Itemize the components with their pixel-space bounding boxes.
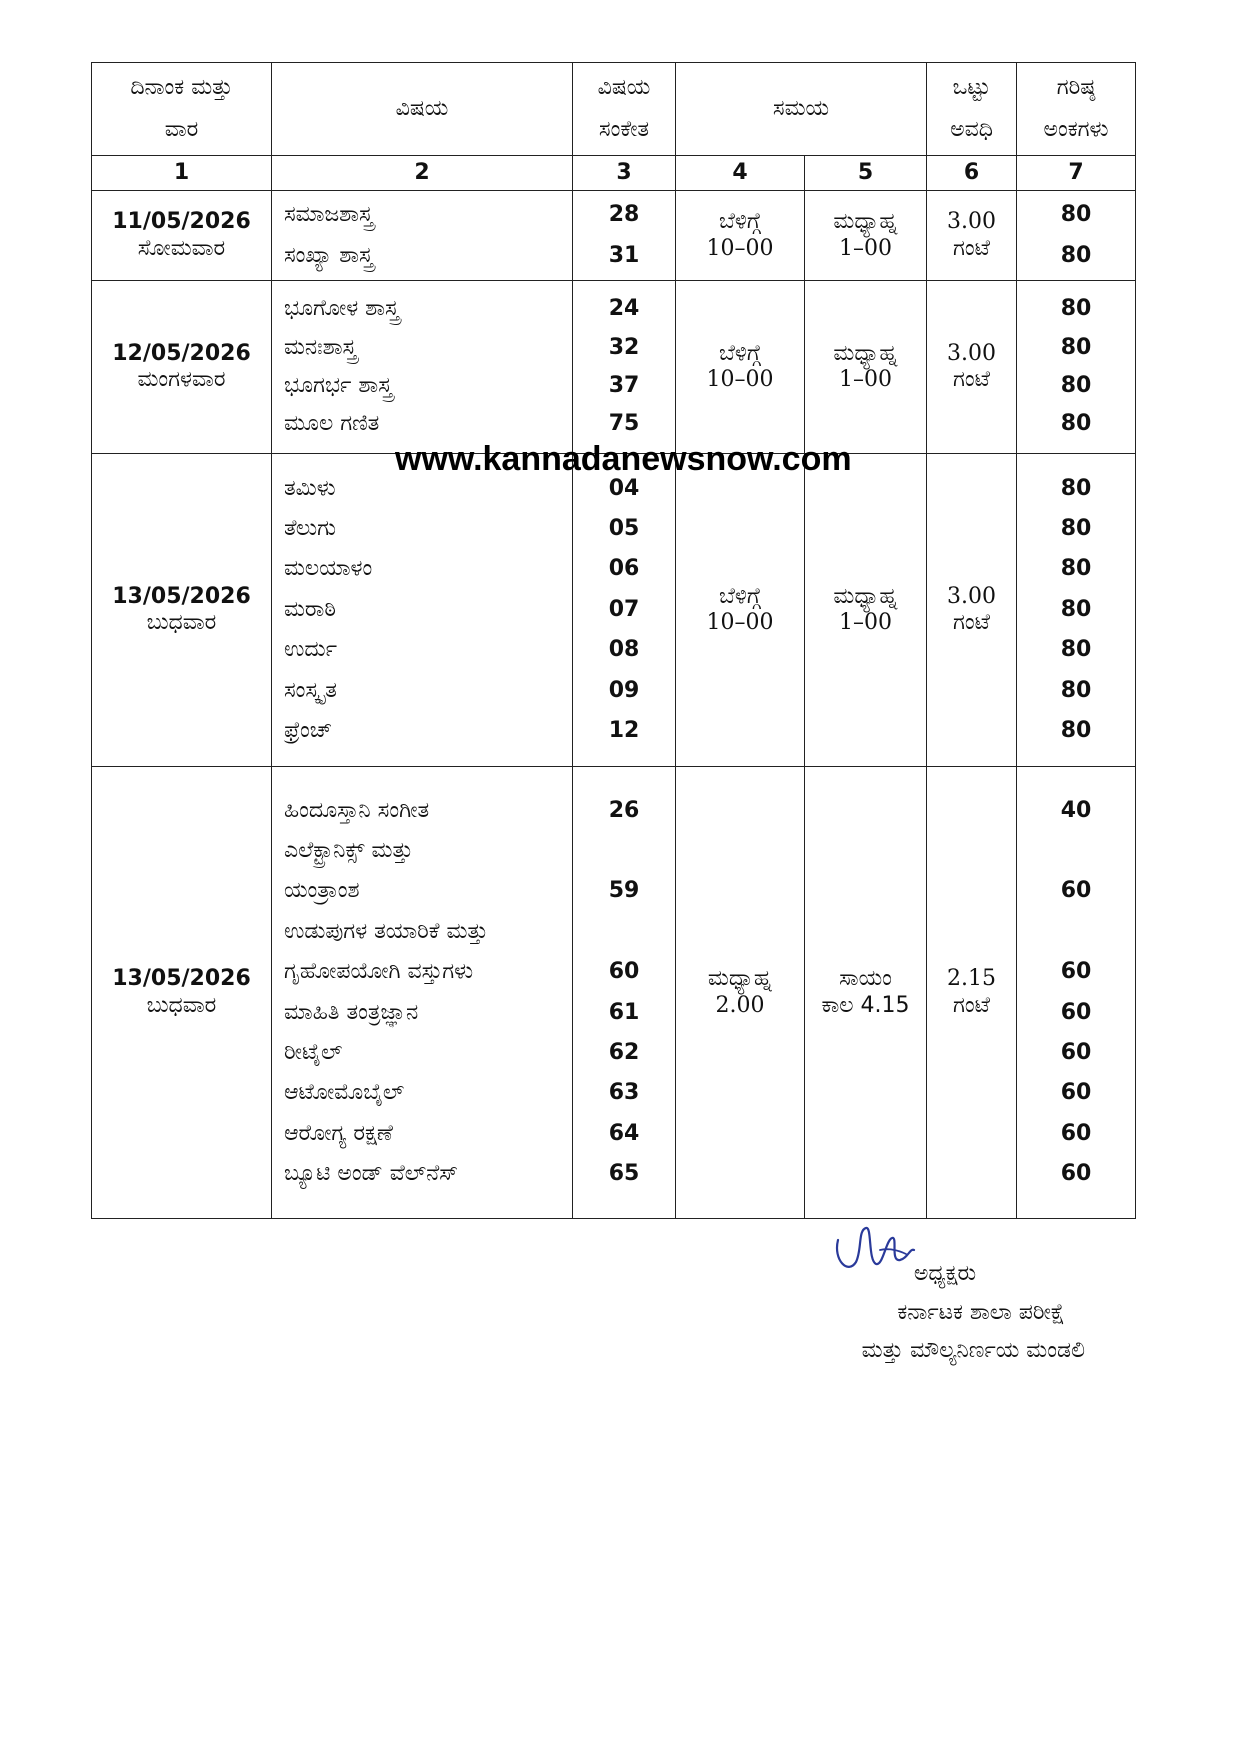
duration-unit: ಗಂಟೆ [953,992,990,1018]
subject-name: ಸಂಸ್ಕೃತ [284,677,337,703]
subject-name: ಆರೋಗ್ಯ ರಕ್ಷಣೆ [284,1120,393,1146]
signature-block [735,1225,1095,1371]
max-marks-cell [1017,281,1136,454]
column-number: 2 [272,156,573,191]
end-label: ಮಧ್ಯಾಹ್ನ [833,209,898,235]
max-marks: 80 [1060,637,1092,663]
duration-value: 2.15 [947,966,996,992]
signatory-org-line1: ಕರ್ನಾಟಕ ಶಾಲಾ ಪರೀಕ್ಷೆ [897,1299,1065,1325]
subject-code-cell [573,767,676,1219]
max-marks: 80 [1060,556,1092,582]
end-label: ಮಧ್ಯಾಹ್ನ [833,340,898,366]
max-marks: 60 [1060,1120,1092,1146]
header-time: ಸಮಯ [676,63,927,156]
session-date-cell [92,191,272,281]
max-marks-cell [1017,767,1136,1219]
subject-code: 26 [608,797,640,823]
max-marks: 80 [1060,516,1092,542]
column-number: 4 [676,156,805,191]
max-marks [1072,919,1080,945]
subject-name: ಮರಾಠಿ [284,596,336,622]
start-time-cell [676,191,805,281]
duration-value: 3.00 [947,209,996,235]
session-date: 12/05/2026 [112,340,251,366]
subject-name: ಸಮಾಜಶಾಸ್ತ್ರ [284,202,374,228]
start-time-cell [676,454,805,767]
subject-code: 28 [608,202,640,228]
start-label: ಮಧ್ಯಾಹ್ನ [707,966,773,992]
duration-cell [927,281,1017,454]
column-number: 6 [927,156,1017,191]
subject-code: 12 [608,717,640,743]
signatory-org-line2: ಮತ್ತು ಮೌಲ್ಯನಿರ್ಣಯ ಮಂಡಲಿ [861,1338,1085,1363]
watermark-url: www.kannadanewsnow.com [395,440,852,478]
duration-value: 3.00 [947,583,996,609]
exam-session-row [92,191,1136,281]
subject-code: 75 [608,411,640,437]
subject-name: ಬ್ಯೂಟಿ ಅಂಡ್ ವೆಲ್‌ನೆಸ್ [284,1161,459,1187]
exam-timetable [91,62,1136,1219]
subject-code-cell [573,191,676,281]
subject-list-cell [272,454,573,767]
subject-code: 63 [608,1080,640,1106]
subject-code: 60 [608,959,640,985]
max-marks: 60 [1060,999,1092,1025]
max-marks: 80 [1060,596,1092,622]
end-time-cell [805,454,927,767]
subject-list-cell [272,767,573,1219]
subject-code-cell [573,281,676,454]
header-max-marks: ಗರಿಷ್ಠ ಅಂಕಗಳು [1017,63,1136,156]
max-marks-cell [1017,454,1136,767]
subject-code: 37 [608,373,640,398]
subject-name: ರೀಟೈಲ್ [284,1039,343,1065]
max-marks: 80 [1060,717,1092,743]
subject-code: 59 [608,878,640,904]
start-label: ಬೆಳಿಗ್ಗೆ [719,583,761,609]
subject-code: 08 [608,637,640,663]
end-label: ಸಾಯಂ [839,966,892,992]
subject-name: ಮಾಹಿತಿ ತಂತ್ರಜ್ಞಾನ [284,999,419,1025]
max-marks: 80 [1060,202,1092,228]
subject-code: 64 [608,1120,640,1146]
session-day: ಮಂಗಳವಾರ [137,367,226,392]
subject-code: 07 [608,596,640,622]
duration-cell [927,454,1017,767]
start-label: ಬೆಳಿಗ್ಗೆ [719,209,761,235]
max-marks: 80 [1060,475,1092,501]
subject-code: 06 [608,556,640,582]
subject-name: ಗೃಹೋಪಯೋಗಿ ವಸ್ತುಗಳು [284,959,474,985]
subject-name: ಮಲಯಾಳಂ [284,556,373,582]
subject-name: ಉರ್ದು [284,637,337,663]
header-total-duration: ಒಟ್ಟು ಅವಧಿ [927,63,1017,156]
subject-code: 04 [608,475,640,501]
max-marks: 80 [1060,411,1092,437]
column-number-row [92,156,1136,191]
end-time-cell [805,281,927,454]
column-number: 5 [805,156,927,191]
subject-name: ಉಡುಪುಗಳ ತಯಾರಿಕೆ ಮತ್ತು [284,918,488,944]
max-marks: 80 [1060,242,1092,268]
subject-code: 09 [608,677,640,703]
subject-code: 31 [608,242,640,268]
max-marks: 80 [1060,296,1092,322]
subject-code: 24 [608,296,640,322]
start-time: 10–00 [706,235,774,261]
max-marks: 80 [1060,373,1092,398]
session-date: 13/05/2026 [112,966,251,992]
max-marks: 80 [1060,334,1092,360]
end-time-cell [805,767,927,1219]
subject-code: 61 [608,999,640,1025]
subject-code: 32 [608,334,640,360]
signatory-title: ಅಧ್ಯಕ್ಷರು [913,1261,977,1286]
column-number: 7 [1017,156,1136,191]
subject-name: ಎಲೆಕ್ಟ್ರಾನಿಕ್ಸ್ ಮತ್ತು [284,837,413,863]
max-marks-cell [1017,191,1136,281]
max-marks: 60 [1060,878,1092,904]
subject-name: ಫ್ರೆಂಚ್ [284,717,332,743]
subject-name: ಯಂತ್ರಾಂಶ [284,878,360,904]
max-marks: 80 [1060,677,1092,703]
subject-code [620,919,628,945]
max-marks: 60 [1060,1039,1092,1065]
subject-code: 65 [608,1161,640,1187]
session-date-cell [92,281,272,454]
end-label: ಮಧ್ಯಾಹ್ನ [833,583,898,609]
column-number: 1 [92,156,272,191]
session-date: 13/05/2026 [112,583,251,609]
subject-code: 05 [608,516,640,542]
start-label: ಬೆಳಿಗ್ಗೆ [719,340,761,366]
session-day: ಬುಧವಾರ [146,992,217,1018]
end-time: 1–00 [839,610,892,635]
max-marks: 60 [1060,1161,1092,1187]
subject-name: ಆಟೋಮೊಬೈಲ್ [284,1080,405,1106]
duration-cell [927,191,1017,281]
header-row [92,63,1136,156]
end-time: 1–00 [839,367,892,392]
max-marks: 60 [1060,959,1092,985]
subject-code: 62 [608,1039,640,1065]
start-time: 10–00 [706,367,774,392]
column-number: 3 [573,156,676,191]
subject-name: ಮೂಲ ಗಣಿತ [284,411,380,437]
exam-session-row [92,454,1136,767]
start-time: 10–00 [706,610,774,635]
session-day: ಬುಧವಾರ [146,610,217,635]
subject-name: ಭೂಗೋಳ ಶಾಸ್ತ್ರ [284,296,400,322]
duration-cell [927,767,1017,1219]
end-time: 1–00 [839,235,892,261]
end-time-cell [805,191,927,281]
duration-unit: ಗಂಟೆ [953,367,990,392]
end-time: ಕಾಲ 4.15 [821,992,910,1018]
duration-unit: ಗಂಟೆ [953,235,990,261]
subject-code-cell [573,454,676,767]
max-marks [1072,838,1080,864]
exam-session-row [92,767,1136,1219]
subject-name: ಭೂಗರ್ಭ ಶಾಸ್ತ್ರ [284,373,393,398]
exam-session-row [92,281,1136,454]
session-day: ಸೋಮವಾರ [137,235,226,261]
subject-name: ತೆಲುಗು [284,516,336,542]
duration-value: 3.00 [947,340,996,366]
header-subject-code: ವಿಷಯ ಸಂಕೇತ [573,63,676,156]
subject-name: ಹಿಂದೂಸ್ತಾನಿ ಸಂಗೀತ [284,797,430,823]
header-subject: ವಿಷಯ [272,63,573,156]
start-time: 2.00 [715,992,765,1018]
duration-unit: ಗಂಟೆ [953,610,990,635]
session-date-cell [92,767,272,1219]
session-date: 11/05/2026 [112,209,251,235]
max-marks: 40 [1060,797,1092,823]
subject-list-cell [272,191,573,281]
session-date-cell [92,454,272,767]
subject-name: ಮನಃಶಾಸ್ತ್ರ [284,334,357,360]
start-time-cell [676,767,805,1219]
subject-list-cell [272,281,573,454]
header-date-day: ದಿನಾಂಕ ಮತ್ತು ವಾರ [92,63,272,156]
subject-name: ಸಂಖ್ಯಾ ಶಾಸ್ತ್ರ [284,242,374,268]
max-marks: 60 [1060,1080,1092,1106]
subject-name: ತಮಿಳು [284,475,336,501]
start-time-cell [676,281,805,454]
subject-code [620,838,628,864]
